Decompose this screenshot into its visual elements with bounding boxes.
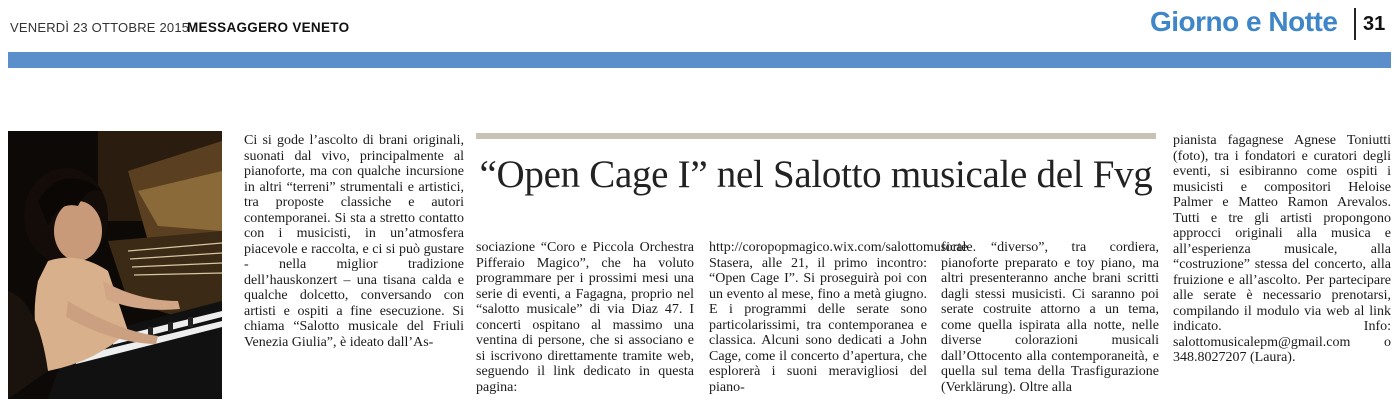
article-headline: “Open Cage I” nel Salotto musicale del Fvg [479, 153, 1153, 196]
column-text: pianista fagagnese Agnese Toniutti (foto), tra i fondatori e curatori degli eventi, si esibiranno come ospiti i musicisti e compositori Heloise Palmer e Matteo Ramon Arevalos. Tutti e tre gli artisti propongono approcci originali alla musica e all’esperienza musicale, alla “costruzione” stessa del concerto, alla fruizione e all’ascolto. Per partecipare alle serate è necessario prenotarsi, compilando il modulo via web al link indicato. Info: salottomusicalepm@gmail.com o 348.8027207 (Laura). [1173, 133, 1391, 365]
section-title: Giorno e Notte [1150, 6, 1338, 37]
masthead [0, 0, 1400, 52]
column-text: Ci si gode l’ascolto di brani originali, suonati dal vivo, principalmente al pianoforte, ma con qualche incursione in altri “terreni” strumentali e artistici, tra proposte classiche e autori contemporanei. Si sta a stretto contatto con i musicisti, in un’atmosfera piacevole e raccolta, e ci si può gustare - nella miglior tradizione dell’hauskonzert – una tisana calda e qualche dolcetto, conversando con artisti e ospiti a fine esecuzione. Si chiama “Salotto musicale del Friuli Venezia Giulia”, è ideato dall’As- [244, 133, 464, 350]
article-column-3 [709, 240, 977, 395]
article-column-2 [476, 240, 694, 395]
article-column-4 [941, 240, 1159, 395]
masthead-divider [1354, 8, 1356, 40]
headline-rule [476, 133, 1156, 139]
column-text: sociazione “Coro e Piccola Orchestra Pifferaio Magico”, che ha voluto programmare per i prossimi mesi una serie di eventi, a Fagagna, proprio nel “salotto musicale” di via Diaz 47. I concerti ospitano al massimo una ventina di persone, che si associano e si iscrivono direttamente tramite web, seguendo il link dedicato in questa pagina: [476, 240, 694, 395]
issue-date: VENERDÌ 23 OTTOBRE 2015 [10, 20, 190, 35]
pianist-photo-icon [8, 131, 222, 399]
column-text: http://coropopmagico.wix.com/salottomusicale. Stasera, alle 21, il primo incontro: “Open Cage I”. Si proseguirà poi con un evento al mese, fino a metà giugno. E i programmi delle serate sono particolarissimi, tra contemporanea e classica. Alcuni sono dedicati a John Cage, come il concerto d’apertura, che esplorerà i suoni meravigliosi del piano- [709, 240, 977, 395]
newspaper-name: MESSAGGERO VENETO [187, 20, 350, 35]
page-number: 31 [1363, 13, 1386, 35]
article-column-1 [244, 133, 464, 350]
section-color-bar [8, 52, 1391, 68]
pianist-photo [8, 131, 222, 399]
article-column-5 [1173, 133, 1391, 366]
column-text: forte “diverso”, tra cordiera, pianoforte preparato e toy piano, ma altri presenteranno anche brani scritti dagli stessi musicisti. Ci saranno poi serate costruite attorno a un tema, come quella ispirata alla notte, nelle diverse colorazioni musicali dall’Ottocento alla contemporaneità, e quella sul tema della Trasfigurazione (Verklärung). Oltre alla [941, 240, 1159, 395]
